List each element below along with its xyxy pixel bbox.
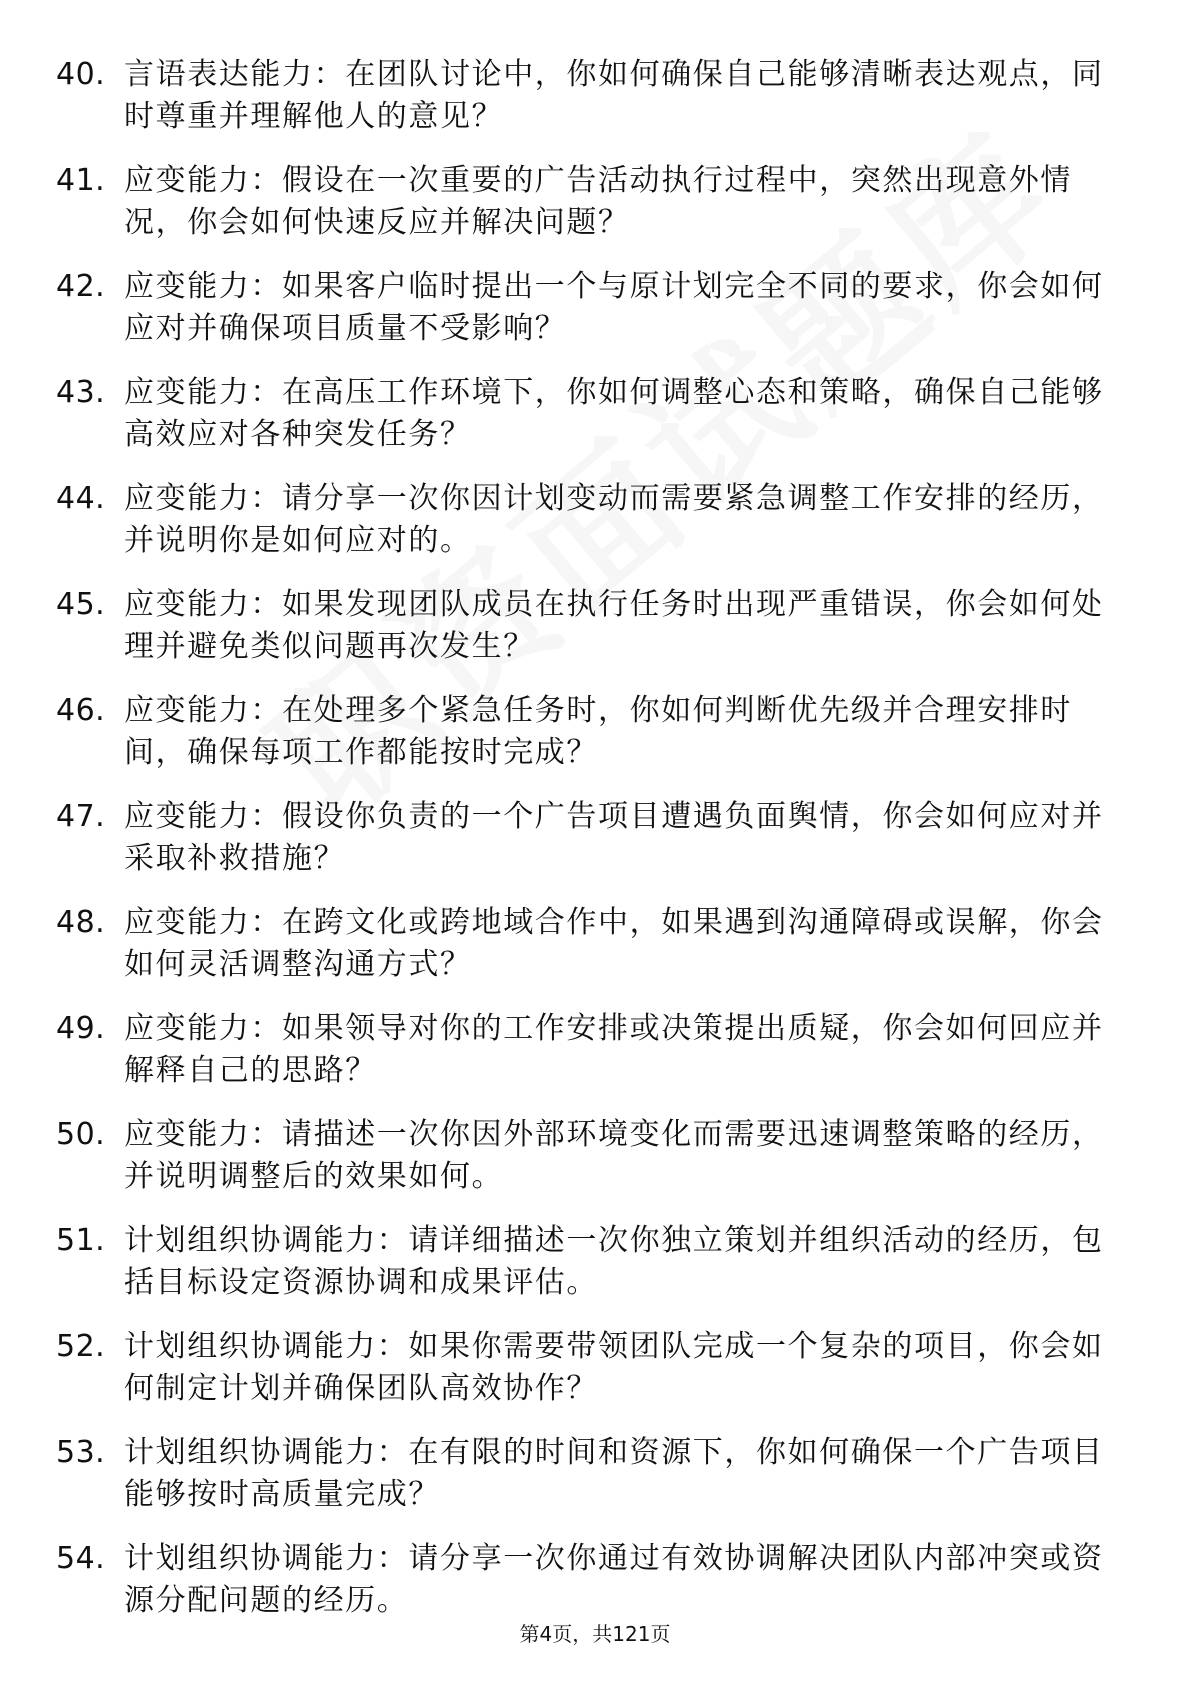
question-number: 50. bbox=[56, 1117, 106, 1152]
question-text: 应变能力：如果客户临时提出一个与原计划完全不同的要求，你会如何应对并确保项目质量不受影响？ bbox=[124, 269, 1104, 346]
list-item bbox=[56, 478, 1116, 562]
question-number: 43. bbox=[56, 375, 106, 410]
question-number: 45. bbox=[56, 587, 106, 622]
list-item bbox=[56, 796, 1116, 880]
list-item bbox=[56, 1114, 1116, 1198]
question-number: 49. bbox=[56, 1011, 106, 1046]
question-text: 应变能力：在高压工作环境下，你如何调整心态和策略，确保自己能够高效应对各种突发任务？ bbox=[124, 375, 1104, 452]
question-number: 47. bbox=[56, 799, 106, 834]
list-item bbox=[56, 1326, 1116, 1410]
question-number: 53. bbox=[56, 1435, 106, 1470]
question-text: 应变能力：假设你负责的一个广告项目遭遇负面舆情，你会如何应对并采取补救措施？ bbox=[124, 799, 1104, 876]
question-text: 应变能力：请分享一次你因计划变动而需要紧急调整工作安排的经历，并说明你是如何应对的。 bbox=[124, 481, 1104, 558]
question-number: 52. bbox=[56, 1329, 106, 1364]
question-number: 41. bbox=[56, 163, 106, 198]
list-item bbox=[56, 54, 1116, 138]
question-text: 言语表达能力：在团队讨论中，你如何确保自己能够清晰表达观点，同时尊重并理解他人的意见？ bbox=[124, 57, 1104, 134]
list-item bbox=[56, 160, 1116, 244]
question-number: 48. bbox=[56, 905, 106, 940]
question-text: 计划组织协调能力：如果你需要带领团队完成一个复杂的项目，你会如何制定计划并确保团队高效协作？ bbox=[124, 1329, 1104, 1406]
list-item bbox=[56, 690, 1116, 774]
question-text: 应变能力：假设在一次重要的广告活动执行过程中，突然出现意外情况，你会如何快速反应并解决问题？ bbox=[124, 163, 1072, 240]
question-text: 计划组织协调能力：请详细描述一次你独立策划并组织活动的经历，包括目标设定资源协调和成果评估。 bbox=[124, 1223, 1104, 1300]
list-item bbox=[56, 584, 1116, 668]
list-item bbox=[56, 266, 1116, 350]
page-footer: 第4页，共121页 bbox=[519, 1622, 671, 1646]
question-text: 应变能力：在处理多个紧急任务时，你如何判断优先级并合理安排时间，确保每项工作都能按时完成？ bbox=[124, 693, 1072, 770]
question-number: 51. bbox=[56, 1223, 106, 1258]
question-text: 计划组织协调能力：请分享一次你通过有效协调解决团队内部冲突或资源分配问题的经历。 bbox=[124, 1541, 1104, 1618]
question-text: 计划组织协调能力：在有限的时间和资源下，你如何确保一个广告项目能够按时高质量完成？ bbox=[124, 1435, 1104, 1512]
question-number: 40. bbox=[56, 57, 106, 92]
list-item bbox=[56, 1432, 1116, 1516]
question-number: 54. bbox=[56, 1541, 106, 1576]
question-number: 44. bbox=[56, 481, 106, 516]
list-item bbox=[56, 902, 1116, 986]
question-number: 42. bbox=[56, 269, 106, 304]
list-item bbox=[56, 372, 1116, 456]
question-text: 应变能力：如果领导对你的工作安排或决策提出质疑，你会如何回应并解释自己的思路？ bbox=[124, 1011, 1104, 1088]
question-list bbox=[56, 54, 1116, 1644]
question-text: 应变能力：请描述一次你因外部环境变化而需要迅速调整策略的经历，并说明调整后的效果如何。 bbox=[124, 1117, 1104, 1194]
question-text: 应变能力：在跨文化或跨地域合作中，如果遇到沟通障碍或误解，你会如何灵活调整沟通方式？ bbox=[124, 905, 1104, 982]
list-item bbox=[56, 1220, 1116, 1304]
question-number: 46. bbox=[56, 693, 106, 728]
list-item bbox=[56, 1008, 1116, 1092]
list-item bbox=[56, 1538, 1116, 1622]
question-text: 应变能力：如果发现团队成员在执行任务时出现严重错误，你会如何处理并避免类似问题再次发生？ bbox=[124, 587, 1104, 664]
